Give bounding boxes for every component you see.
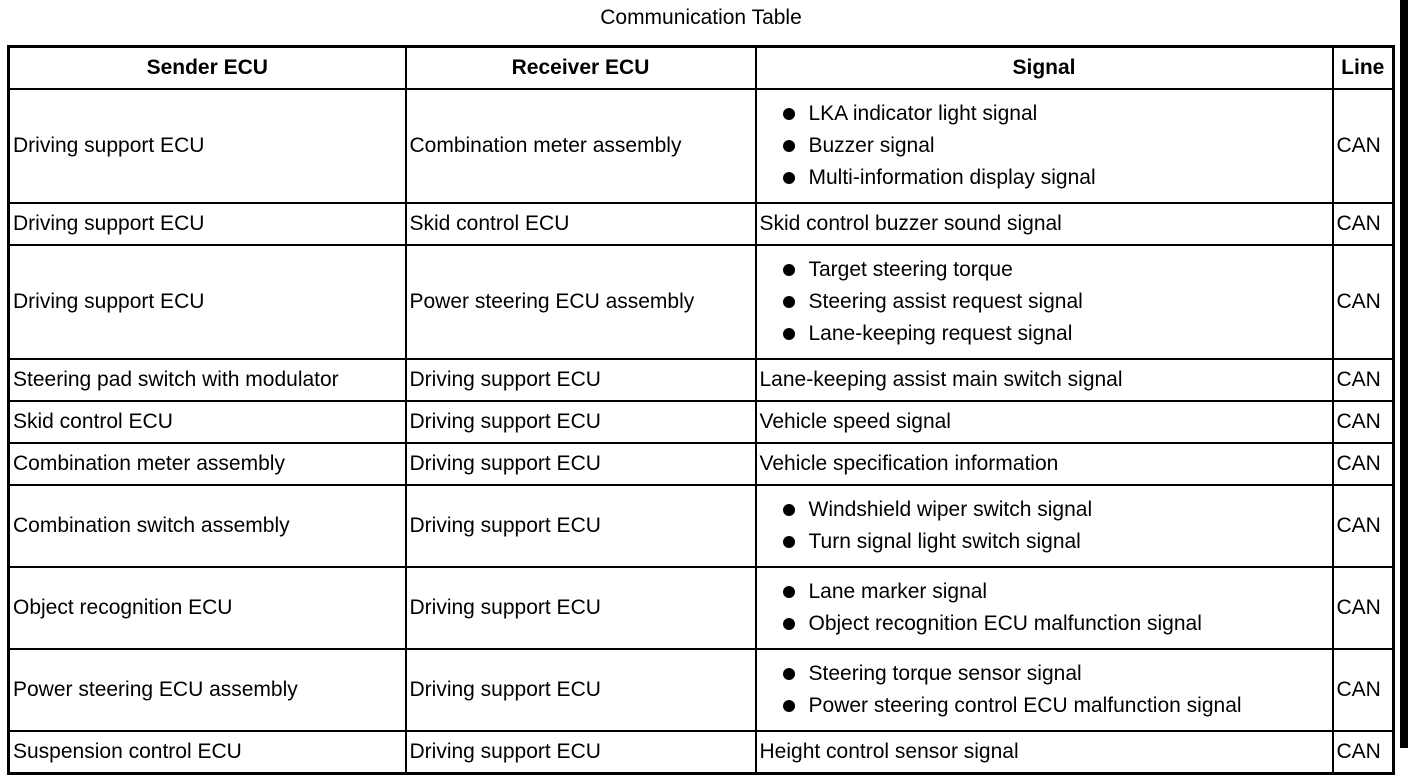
signal-list-item xyxy=(760,254,1329,286)
line-cell: CAN xyxy=(1333,89,1394,203)
signal-list-item xyxy=(760,286,1329,318)
table-row xyxy=(9,245,1394,359)
receiver-cell: Driving support ECU xyxy=(406,649,756,731)
signal-list xyxy=(760,494,1329,558)
signal-cell: Skid control buzzer sound signal xyxy=(756,203,1333,245)
signal-text: Steering torque sensor signal xyxy=(808,662,1082,685)
receiver-cell: Combination meter assembly xyxy=(406,89,756,203)
line-cell: CAN xyxy=(1333,203,1394,245)
signal-list xyxy=(760,254,1329,350)
bullet-icon xyxy=(783,140,795,152)
bullet-icon xyxy=(783,536,795,548)
bullet-icon xyxy=(783,504,795,516)
line-cell: CAN xyxy=(1333,245,1394,359)
sender-cell: Driving support ECU xyxy=(9,245,406,359)
table-row xyxy=(9,443,1394,485)
line-cell: CAN xyxy=(1333,443,1394,485)
table-row xyxy=(9,485,1394,567)
table-row xyxy=(9,649,1394,731)
signal-text: Power steering control ECU malfunction signal xyxy=(808,694,1242,717)
signal-cell: Vehicle speed signal xyxy=(756,401,1333,443)
receiver-cell: Skid control ECU xyxy=(406,203,756,245)
right-edge-rule xyxy=(1400,0,1408,748)
signal-cell xyxy=(756,89,1333,203)
signal-text: Steering assist request signal xyxy=(808,290,1083,313)
line-cell: CAN xyxy=(1333,731,1394,774)
signal-text: LKA indicator light signal xyxy=(808,102,1038,125)
signal-cell xyxy=(756,485,1333,567)
bullet-icon xyxy=(783,618,795,630)
line-cell: CAN xyxy=(1333,567,1394,649)
receiver-cell: Driving support ECU xyxy=(406,401,756,443)
receiver-cell: Driving support ECU xyxy=(406,567,756,649)
sender-cell: Combination switch assembly xyxy=(9,485,406,567)
table-header-row xyxy=(9,47,1394,90)
signal-list xyxy=(760,658,1329,722)
sender-cell: Object recognition ECU xyxy=(9,567,406,649)
header-signal: Signal xyxy=(756,47,1333,90)
signal-list-item xyxy=(760,98,1329,130)
signal-cell xyxy=(756,567,1333,649)
signal-text: Lane-keeping request signal xyxy=(808,322,1073,345)
signal-list-item xyxy=(760,318,1329,350)
signal-list xyxy=(760,576,1329,640)
bullet-icon xyxy=(783,264,795,276)
bullet-icon xyxy=(783,328,795,340)
line-cell: CAN xyxy=(1333,359,1394,401)
signal-text: Buzzer signal xyxy=(808,134,935,157)
header-line: Line xyxy=(1333,47,1394,90)
signal-list-item xyxy=(760,608,1329,640)
receiver-cell: Driving support ECU xyxy=(406,731,756,774)
table-row xyxy=(9,731,1394,774)
sender-cell: Driving support ECU xyxy=(9,89,406,203)
signal-text: Lane marker signal xyxy=(808,580,988,603)
sender-cell: Power steering ECU assembly xyxy=(9,649,406,731)
sender-cell: Suspension control ECU xyxy=(9,731,406,774)
signal-cell xyxy=(756,649,1333,731)
sender-cell: Driving support ECU xyxy=(9,203,406,245)
receiver-cell: Driving support ECU xyxy=(406,359,756,401)
signal-list-item xyxy=(760,130,1329,162)
sender-cell: Steering pad switch with modulator xyxy=(9,359,406,401)
signal-text: Turn signal light switch signal xyxy=(808,530,1081,553)
table-row xyxy=(9,89,1394,203)
bullet-icon xyxy=(783,296,795,308)
bullet-icon xyxy=(783,668,795,680)
page-title: Communication Table xyxy=(600,6,802,29)
signal-cell xyxy=(756,245,1333,359)
sender-cell: Skid control ECU xyxy=(9,401,406,443)
signal-text: Target steering torque xyxy=(808,258,1013,281)
receiver-cell: Driving support ECU xyxy=(406,443,756,485)
line-cell: CAN xyxy=(1333,401,1394,443)
header-receiver-ecu: Receiver ECU xyxy=(406,47,756,90)
signal-list-item xyxy=(760,494,1329,526)
signal-list-item xyxy=(760,526,1329,558)
signal-cell: Vehicle specification information xyxy=(756,443,1333,485)
receiver-cell: Power steering ECU assembly xyxy=(406,245,756,359)
bullet-icon xyxy=(783,586,795,598)
receiver-cell: Driving support ECU xyxy=(406,485,756,567)
table-row xyxy=(9,401,1394,443)
bullet-icon xyxy=(783,700,795,712)
signal-list-item xyxy=(760,690,1329,722)
header-sender-ecu: Sender ECU xyxy=(9,47,406,90)
signal-cell: Lane-keeping assist main switch signal xyxy=(756,359,1333,401)
bullet-icon xyxy=(783,108,795,120)
bullet-icon xyxy=(783,172,795,184)
signal-text: Windshield wiper switch signal xyxy=(808,498,1093,521)
table-row xyxy=(9,359,1394,401)
communication-table xyxy=(7,45,1395,775)
signal-list-item xyxy=(760,162,1329,194)
signal-list-item xyxy=(760,658,1329,690)
line-cell: CAN xyxy=(1333,485,1394,567)
signal-list-item xyxy=(760,576,1329,608)
signal-cell: Height control sensor signal xyxy=(756,731,1333,774)
table-row xyxy=(9,203,1394,245)
signal-text: Multi-information display signal xyxy=(808,166,1096,189)
sender-cell: Combination meter assembly xyxy=(9,443,406,485)
line-cell: CAN xyxy=(1333,649,1394,731)
table-row xyxy=(9,567,1394,649)
signal-list xyxy=(760,98,1329,194)
signal-text: Object recognition ECU malfunction signal xyxy=(808,612,1202,635)
